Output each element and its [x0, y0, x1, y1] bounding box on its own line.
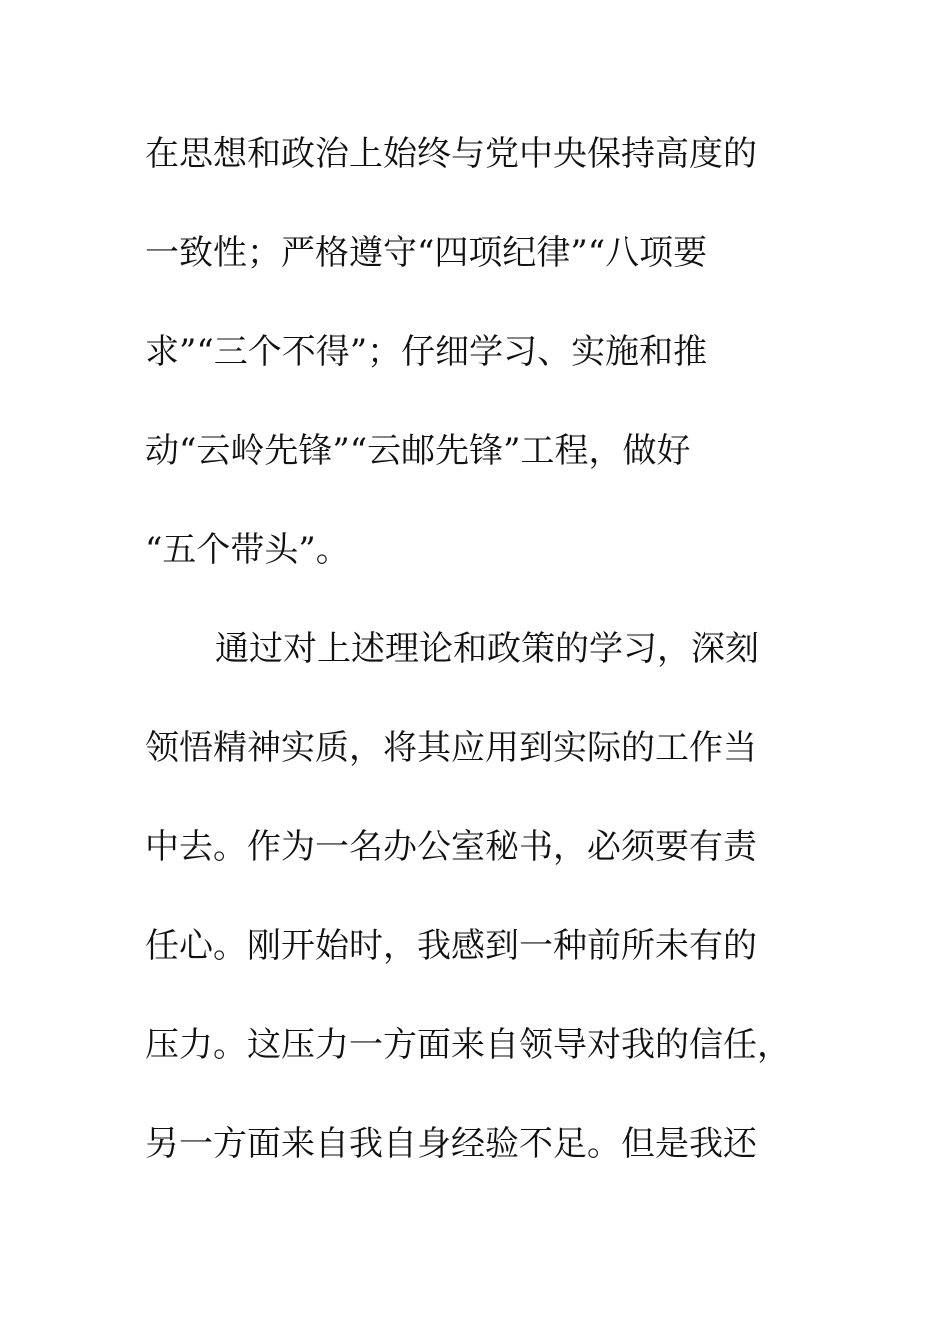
paragraph-2-first-line: 通过对上述理论和政策的学习，深刻	[215, 629, 759, 669]
text-line-1: 在思想和政治上始终与党中央保持高度的	[145, 134, 757, 174]
text-line-3: 求”“三个不得”；仔细学习、实施和推	[145, 332, 708, 372]
text-line-9: 任心。刚开始时，我感到一种前所未有的	[145, 926, 757, 966]
text-line-4: 动“云岭先锋”“云邮先锋”工程，做好	[145, 431, 691, 471]
text-line-8: 中去。作为一名办公室秘书，必须要有责	[145, 827, 757, 867]
text-line-5: “五个带头”。	[145, 530, 350, 570]
text-line-10: 压力。这压力一方面来自领导对我的信任，	[145, 1025, 791, 1065]
text-line-11: 另一方面来自我自身经验不足。但是我还	[145, 1124, 757, 1164]
text-line-7: 领悟精神实质，将其应用到实际的工作当	[145, 728, 757, 768]
text-line-2: 一致性；严格遵守“四项纪律”“八项要	[145, 233, 708, 273]
